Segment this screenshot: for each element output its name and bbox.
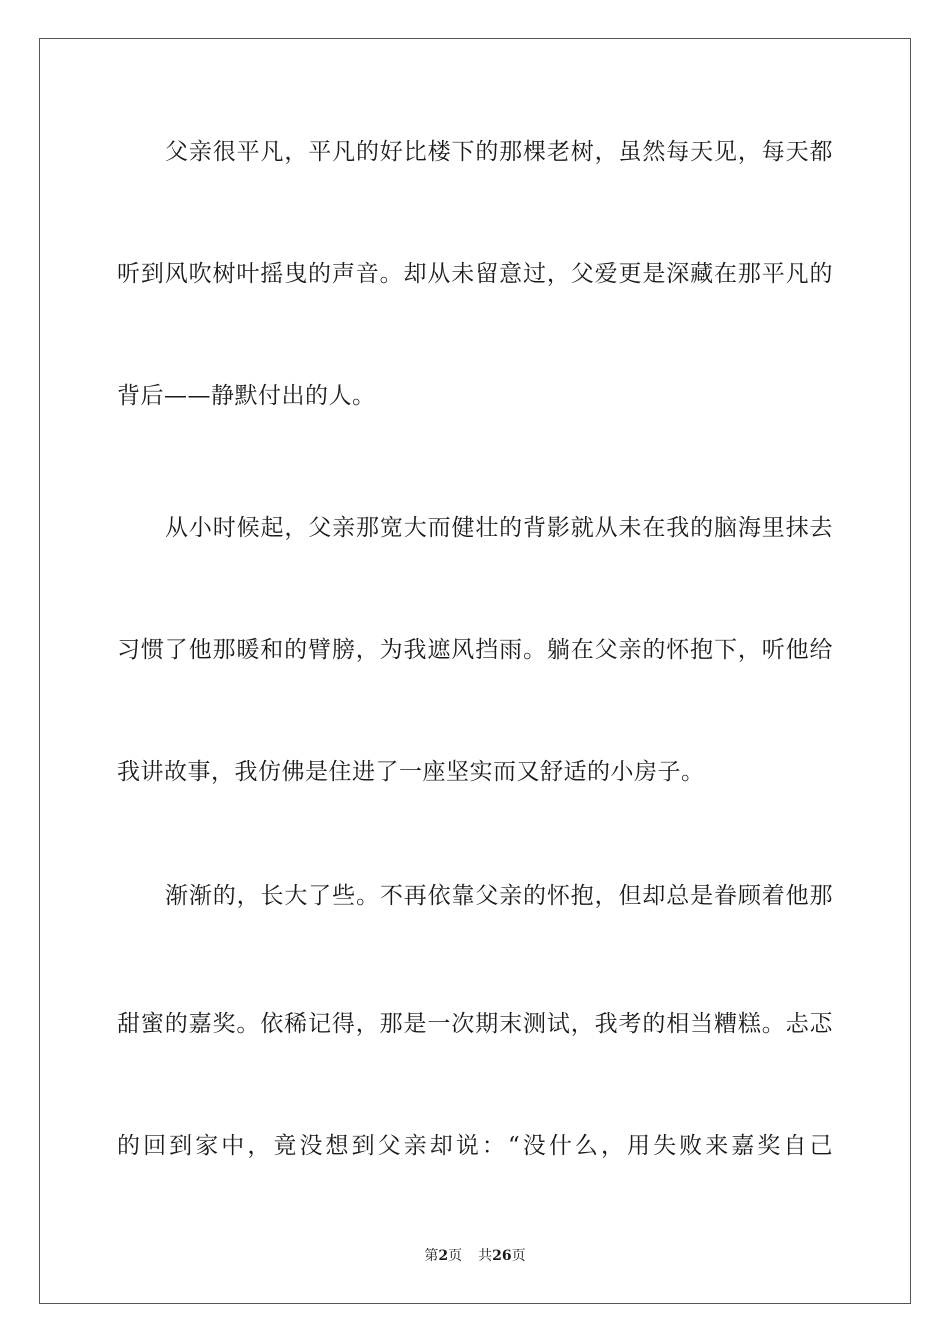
paragraph-1-line-2: 听到风吹树叶摇曳的声音。却从未留意过，父爱更是深藏在那平凡的 (117, 261, 833, 287)
page-number: 2 (438, 1248, 449, 1264)
paragraph-1-line-1: 父亲很平凡，平凡的好比楼下的那棵老树，虽然每天见，每天都 (165, 139, 833, 165)
total-prefix: 共 (478, 1248, 493, 1264)
paragraph-3-line-2: 甜蜜的嘉奖。依稀记得，那是一次期末测试，我考的相当糟糕。忐忑 (117, 1011, 833, 1037)
page-footer (0, 1247, 950, 1265)
paragraph-3-line-3: 的回到家中，竟没想到父亲却说：“没什么，用失败来嘉奖自己 (117, 1133, 833, 1159)
paragraph-2-line-3: 我讲故事，我仿佛是住进了一座坚实而又舒适的小房子。 (117, 759, 705, 785)
total-suffix: 页 (511, 1248, 526, 1264)
page-suffix: 页 (448, 1248, 463, 1264)
paragraph-2-line-1: 从小时候起，父亲那宽大而健壮的背影就从未在我的脑海里抹去 (165, 515, 833, 541)
total-pages: 26 (492, 1248, 512, 1264)
paragraph-3-line-1: 渐渐的，长大了些。不再依靠父亲的怀抱，但却总是眷顾着他那 (165, 883, 833, 909)
page-border (39, 38, 911, 1304)
page-prefix: 第 (424, 1248, 439, 1264)
paragraph-1-line-3: 背后——静默付出的人。 (117, 383, 376, 409)
paragraph-2-line-2: 习惯了他那暖和的臂膀，为我遮风挡雨。躺在父亲的怀抱下，听他给 (117, 637, 833, 663)
